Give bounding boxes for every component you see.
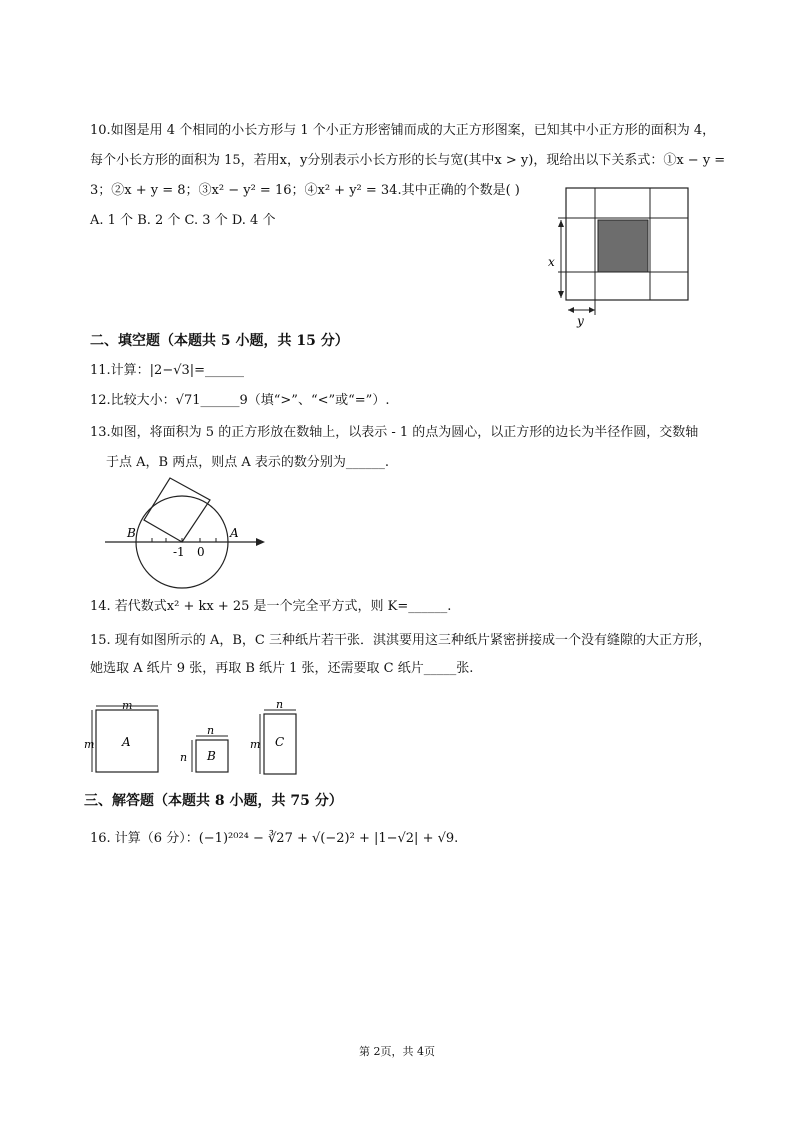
card-c-side-label: m — [250, 738, 261, 751]
card-b-label: B — [207, 749, 216, 763]
square — [144, 478, 210, 542]
page-footer: 第 2页，共 4页 — [359, 1045, 435, 1058]
q10-line-1: 10.如图是用 4 个相同的小长方形与 1 个小正方形密铺而成的大正方形图案，已知其中小正方形的面积为 4， — [90, 123, 716, 138]
q15-line-1: 15. 现有如图所示的 A，B，C 三种纸片若干张．淇淇要用这三种纸片紧密拼接成一个没有缝隙的大正方形， — [90, 633, 711, 648]
tick-0-label: 0 — [197, 545, 205, 559]
q13-line-1: 13.如图，将面积为 5 的正方形放在数轴上，以表示 - 1 的点为圆心，以正方形的边长为半径作圆，交数轴 — [90, 425, 699, 440]
fig-y-label: y — [577, 314, 584, 328]
q11-text: 11.计算：|2−√3|=______ — [90, 363, 245, 378]
small-shaded-square — [598, 220, 648, 272]
section-3-heading: 三、解答题（本题共 8 小题，共 75 分） — [84, 793, 343, 809]
card-a-top-label: m — [122, 699, 133, 712]
q13-number-line-figure — [100, 470, 280, 590]
q16-text: 16. 计算（6 分）：(−1)²⁰²⁴ − ∛27 + √(−2)² + |1−√2| + √9. — [90, 831, 459, 846]
q10-square-figure — [540, 180, 700, 330]
q15-line-2: 她选取 A 纸片 9 张，再取 B 纸片 1 张，还需要取 C 纸片_____张. — [90, 661, 474, 676]
point-b-label: B — [127, 526, 136, 540]
tick-neg1-label: -1 — [173, 545, 185, 559]
q14-text: 14. 若代数式x² + kx + 25 是一个完全平方式，则 K=______. — [90, 599, 452, 614]
section-2-heading: 二、填空题（本题共 5 小题，共 15 分） — [90, 333, 349, 349]
card-b-top-label: n — [207, 724, 215, 737]
card-a-label: A — [122, 735, 131, 749]
card-c-top-label: n — [276, 698, 284, 711]
q13-line-2: 于点 A，B 两点，则点 A 表示的数分别为______. — [106, 455, 389, 470]
point-a-label: A — [230, 526, 239, 540]
q10-line-3: 3；②x + y = 8；③x² − y² = 16；④x² + y² = 34.其中正确的个数是( ) — [90, 183, 520, 198]
card-b-side-label: n — [180, 751, 188, 764]
q10-line-2: 每个小长方形的面积为 15，若用x，y分别表示小长方形的长与宽(其中x > y)，现给出以下关系式：①x − y = — [90, 153, 726, 168]
card-c-label: C — [275, 735, 285, 749]
q10-options: A. 1 个 B. 2 个 C. 3 个 D. 4 个 — [90, 213, 276, 228]
q12-text: 12.比较大小：√71______9（填“>”、“<”或“=”）. — [90, 393, 390, 408]
fig-x-label: x — [548, 255, 555, 269]
card-a-side-label: m — [84, 738, 95, 751]
q15-cards-figure — [82, 698, 322, 783]
